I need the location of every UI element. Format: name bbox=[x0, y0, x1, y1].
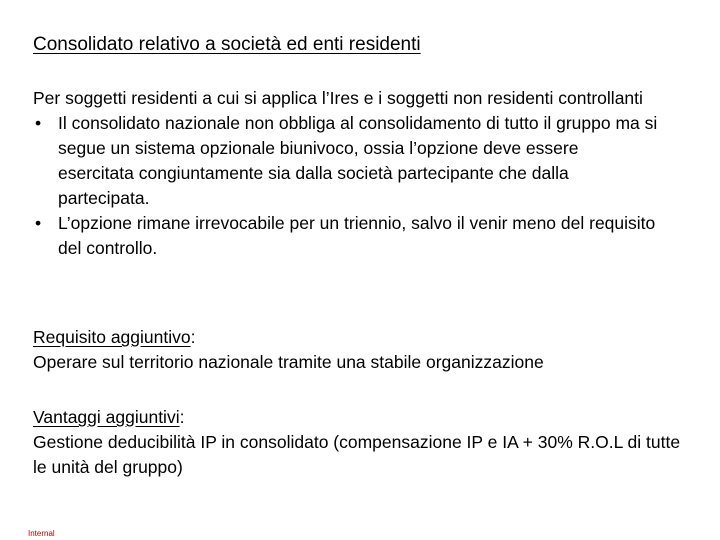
requirement-section bbox=[33, 325, 693, 375]
requirement-text: Operare sul territorio nazionale tramite una stabile organizzazione bbox=[33, 352, 544, 372]
requirement-heading: Requisito aggiuntivo bbox=[33, 327, 191, 347]
bullet-item bbox=[33, 111, 658, 211]
requirement-colon: : bbox=[190, 327, 196, 347]
bullet-icon: • bbox=[35, 113, 42, 133]
bullet-icon: • bbox=[35, 213, 42, 233]
advantages-section bbox=[33, 405, 693, 480]
advantages-heading-line bbox=[33, 405, 693, 430]
bullet-item bbox=[33, 211, 658, 261]
bullet-text: Il consolidato nazionale non obbliga al consolidamento di tutto il gruppo ma si segue un sistema opzionale biunivoco, ossia l’opzione deve essere esercitata congiuntamente sia dalla società partecipante che dalla partecipata. bbox=[58, 113, 658, 208]
advantages-text: Gestione deducibilità IP in consolidato (compensazione IP e IA + 30% R.O.L di tutte le unità del gruppo) bbox=[33, 432, 681, 477]
requirement-heading-line bbox=[33, 325, 693, 350]
advantages-heading: Vantaggi aggiuntivi bbox=[33, 407, 180, 427]
advantages-colon: : bbox=[179, 407, 185, 427]
classification-label: Internal bbox=[28, 529, 55, 538]
slide-title: Consolidato relativo a società ed enti residenti bbox=[33, 34, 421, 55]
intro-section bbox=[33, 86, 673, 261]
bullet-text: L’opzione rimane irrevocabile per un triennio, salvo il venir meno del requisito del controllo. bbox=[58, 213, 656, 258]
intro-lead: Per soggetti residenti a cui si applica l’Ires e i soggetti non residenti controllanti bbox=[33, 88, 643, 108]
bullet-list bbox=[33, 111, 673, 261]
